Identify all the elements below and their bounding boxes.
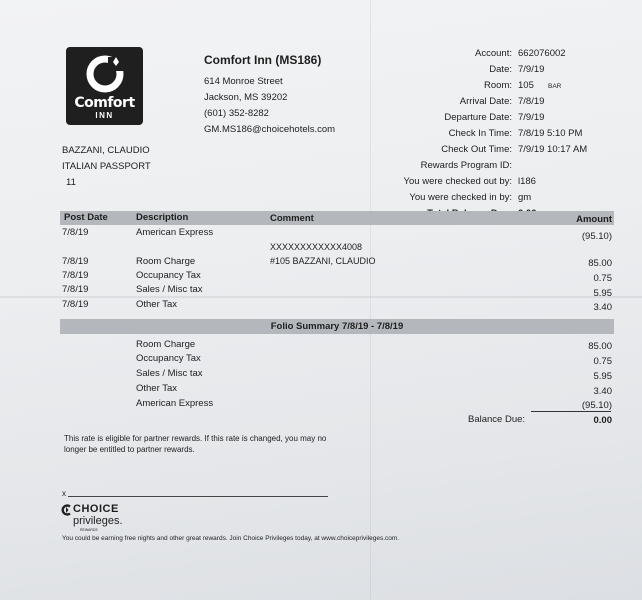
balance-rule <box>531 411 611 412</box>
room-label: Room: <box>484 80 512 91</box>
header-post-date: Post Date <box>64 212 108 223</box>
checked-in-by-value: gm <box>518 192 532 203</box>
hotel-phone: (601) 352-8282 <box>204 108 269 119</box>
header-amount: Amount <box>576 214 612 225</box>
row-description: American Express <box>136 227 214 238</box>
logo-word-inn: INN <box>95 111 114 120</box>
summary-amount: 85.00 <box>588 341 612 352</box>
summary-description: American Express <box>136 398 214 409</box>
checked-in-by-label: You were checked in by: <box>409 192 512 203</box>
summary-description: Occupancy Tax <box>136 353 201 364</box>
rewards-note-line-1: This rate is eligible for partner rewards. If this rate is changed, you may no <box>64 434 327 443</box>
comfort-c-icon <box>84 53 126 95</box>
check-out-time-value: 7/9/19 10:17 AM <box>518 144 588 155</box>
signature-line[interactable] <box>68 496 328 497</box>
row-description: Room Charge <box>136 256 196 267</box>
comfort-inn-logo <box>66 47 143 125</box>
row-description: Other Tax <box>136 299 178 310</box>
row-comment: #105 BAZZANI, CLAUDIO <box>270 256 376 266</box>
row-date: 7/8/19 <box>62 299 89 310</box>
row-description: Occupancy Tax <box>136 270 201 281</box>
check-in-time-value: 7/8/19 5:10 PM <box>518 128 583 139</box>
summary-amount: (95.10) <box>581 400 612 411</box>
checked-out-by-value: l186 <box>518 176 536 187</box>
header-comment: Comment <box>270 213 314 224</box>
account-value: 662076002 <box>518 48 566 59</box>
choice-word: CHOICE <box>73 503 119 515</box>
row-amount: 3.40 <box>593 302 612 313</box>
summary-amount: 0.75 <box>593 356 612 367</box>
guest-id-type: ITALIAN PASSPORT <box>62 161 151 172</box>
checked-out-by-label: You were checked out by: <box>403 176 512 187</box>
date-value: 7/9/19 <box>518 64 545 75</box>
choice-logo-icon <box>60 504 72 516</box>
summary-description: Sales / Misc tax <box>136 368 203 379</box>
date-label: Date: <box>489 64 512 75</box>
departure-date-label: Departure Date: <box>444 112 512 123</box>
room-value: 105 <box>518 80 534 91</box>
account-label: Account: <box>475 48 512 59</box>
summary-amount: 3.40 <box>593 386 612 397</box>
row-comment: XXXXXXXXXXXX4008 <box>270 242 363 252</box>
summary-description: Room Charge <box>136 339 196 350</box>
arrival-date-value: 7/8/19 <box>518 96 545 107</box>
row-amount: 5.95 <box>593 288 612 299</box>
row-date: 7/8/19 <box>62 256 89 267</box>
hotel-address-2: Jackson, MS 39202 <box>204 92 288 103</box>
guest-name: BAZZANI, CLAUDIO <box>62 145 150 156</box>
row-amount: 85.00 <box>588 258 612 269</box>
hotel-name: Comfort Inn (MS186) <box>204 53 322 67</box>
footer-text: You could be earning free nights and other great rewards. Join Choice Privileges today, at www.choiceprivileges.com. <box>62 535 400 542</box>
row-amount: 0.75 <box>593 273 612 284</box>
room-type: BAR <box>548 83 562 90</box>
row-date: 7/8/19 <box>62 270 89 281</box>
summary-amount: 5.95 <box>593 371 612 382</box>
row-date: 7/8/19 <box>62 227 89 238</box>
rewards-id-label: Rewards Program ID: <box>420 160 512 171</box>
check-out-time-label: Check Out Time: <box>441 144 512 155</box>
balance-due-value: 0.00 <box>593 415 612 426</box>
summary-description: Other Tax <box>136 383 178 394</box>
logo-word-comfort: Comfort <box>74 95 135 111</box>
rewards-note-line-2: longer be entitled to partner rewards. <box>64 445 195 454</box>
rewards-word: REWARDS <box>80 528 98 532</box>
departure-date-value: 7/9/19 <box>518 112 545 123</box>
hotel-email[interactable]: GM.MS186@choicehotels.com <box>204 124 336 135</box>
header-description: Description <box>136 212 189 223</box>
guest-id-number: 11 <box>66 177 76 188</box>
arrival-date-label: Arrival Date: <box>459 96 512 107</box>
signature-x-mark: x <box>62 489 66 498</box>
row-amount: (95.10) <box>581 231 612 242</box>
folio-summary-title: Folio Summary 7/8/19 - 7/8/19 <box>270 321 404 332</box>
privileges-word: privileges. <box>73 515 123 527</box>
row-date: 7/8/19 <box>62 284 89 295</box>
check-in-time-label: Check In Time: <box>448 128 512 139</box>
row-description: Sales / Misc tax <box>136 284 203 295</box>
hotel-address-1: 614 Monroe Street <box>204 76 283 87</box>
balance-due-label: Balance Due: <box>468 414 526 425</box>
